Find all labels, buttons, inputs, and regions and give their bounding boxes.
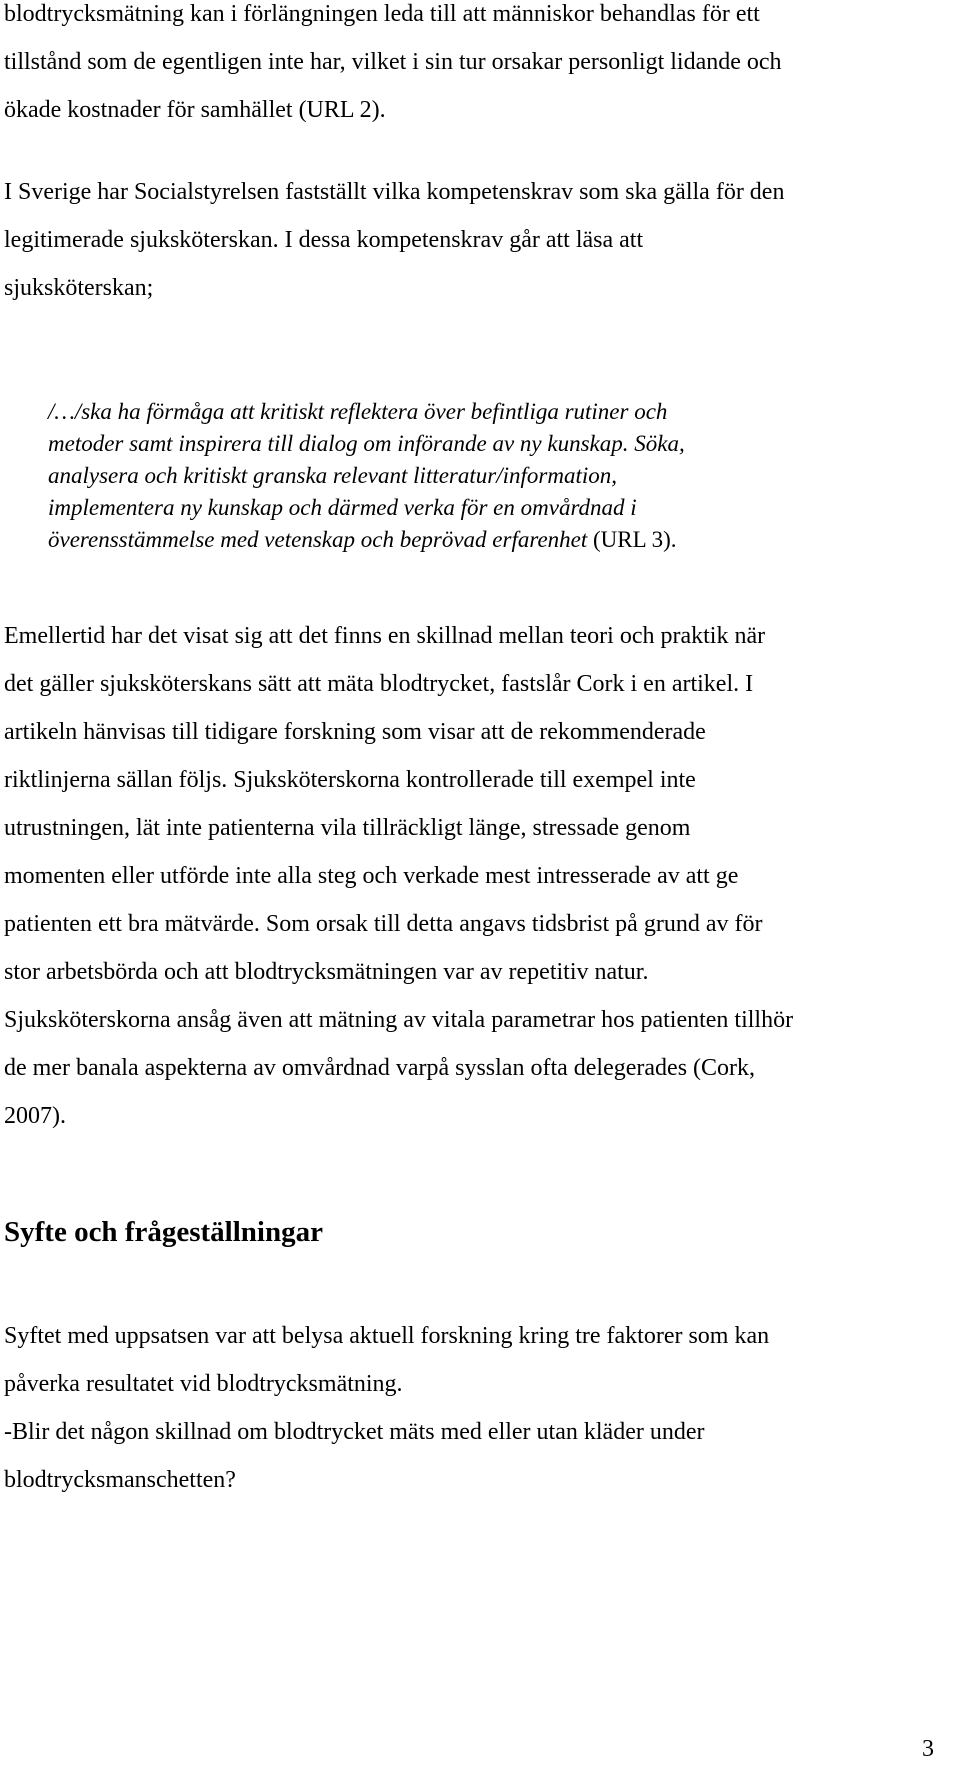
text-line: blodtrycksmätning kan i förlängningen leda till att människor behandlas för ett xyxy=(4,1,760,27)
text-line: Emellertid har det visat sig att det finns en skillnad mellan teori och praktik när xyxy=(4,623,766,649)
text-line: riktlinjerna sällan följs. Sjuksköterskorna kontrollerade till exempel inte xyxy=(4,767,696,793)
text-line: ökade kostnader för samhället (URL 2). xyxy=(4,97,386,123)
text-line: momenten eller utförde inte alla steg och verkade mest intresserade av att ge xyxy=(4,863,739,889)
text-line: artikeln hänvisas till tidigare forskning som visar att de rekommenderade xyxy=(4,719,706,745)
text-line: legitimerade sjuksköterskan. I dessa kompetenskrav går att läsa att xyxy=(4,227,644,253)
text-line: utrustningen, lät inte patienterna vila tillräckligt länge, stressade genom xyxy=(4,815,691,841)
cork-paragraph xyxy=(4,612,793,1140)
quote-line: analysera och kritiskt granska relevant litteratur/information, xyxy=(48,463,617,488)
page-number: 3 xyxy=(922,1736,934,1762)
section-heading: Syfte och frågeställningar xyxy=(4,1216,323,1248)
quote-citation: (URL 3). xyxy=(587,527,677,552)
text-line: -Blir det någon skillnad om blodtrycket mäts med eller utan kläder under xyxy=(4,1419,705,1445)
text-line: blodtrycksmanschetten? xyxy=(4,1467,236,1493)
text-line: sjuksköterskan; xyxy=(4,275,154,301)
aim-paragraph xyxy=(4,1312,769,1504)
quote-line: implementera ny kunskap och därmed verka för en omvårdnad i xyxy=(48,495,637,520)
text-line: patienten ett bra mätvärde. Som orsak till detta angavs tidsbrist på grund av för xyxy=(4,911,763,937)
text-line: tillstånd som de egentligen inte har, vilket i sin tur orsakar personligt lidande och xyxy=(4,49,782,75)
block-quote xyxy=(48,396,685,556)
text-line: Syftet med uppsatsen var att belysa aktuell forskning kring tre faktorer som kan xyxy=(4,1323,770,1349)
quote-line: metoder samt inspirera till dialog om införande av ny kunskap. Söka, xyxy=(48,431,685,456)
intro-paragraph xyxy=(4,0,782,134)
quote-line xyxy=(48,524,685,556)
quote-line: /…/ska ha förmåga att kritiskt reflektera över befintliga rutiner och xyxy=(48,399,668,424)
text-line: de mer banala aspekterna av omvårdnad varpå sysslan ofta delegerades (Cork, xyxy=(4,1055,756,1081)
text-line: påverka resultatet vid blodtrycksmätning. xyxy=(4,1371,403,1397)
socialstyrelsen-paragraph xyxy=(4,168,784,312)
text-line: stor arbetsbörda och att blodtrycksmätningen var av repetitiv natur. xyxy=(4,959,649,985)
text-line: 2007). xyxy=(4,1103,66,1129)
quote-italic-text: överensstämmelse med vetenskap och beprövad erfarenhet xyxy=(48,527,588,552)
text-line: I Sverige har Socialstyrelsen fastställt vilka kompetenskrav som ska gälla för den xyxy=(4,179,785,205)
text-line: Sjuksköterskorna ansåg även att mätning av vitala parametrar hos patienten tillhör xyxy=(4,1007,794,1033)
text-line: det gäller sjuksköterskans sätt att mäta blodtrycket, fastslår Cork i en artikel. I xyxy=(4,671,754,697)
